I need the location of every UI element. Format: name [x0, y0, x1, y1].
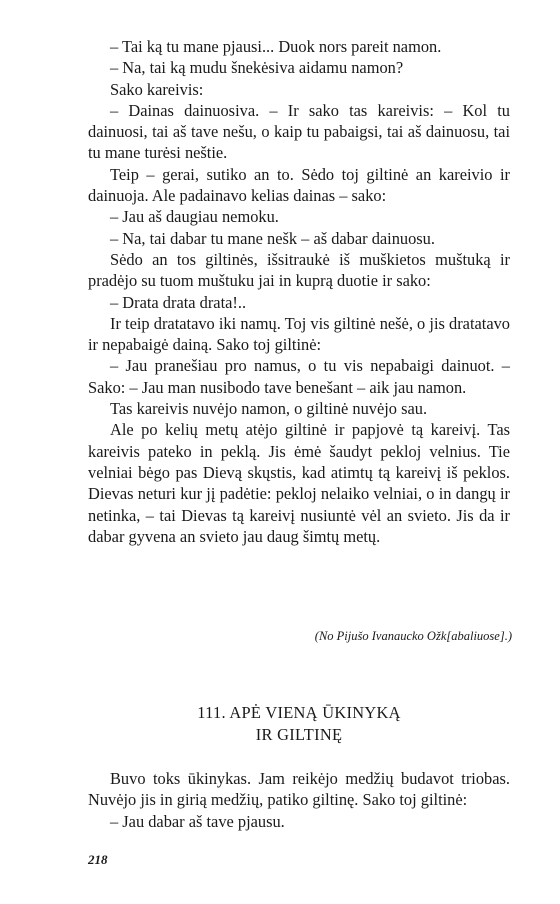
paragraph: – Jau aš daugiau nemoku.	[110, 207, 279, 227]
story-continuation-text	[88, 36, 510, 547]
paragraph: Ir teip dratatavo iki namų. Toj vis giltinė nešė, o jis dratatavo ir nepabaigė dainą. Sako toj giltinė:	[88, 313, 510, 355]
paragraph: Sako kareivis:	[110, 79, 204, 99]
source-note: (No Pijušo Ivanaucko Ožk[abaliuose].)	[314, 629, 512, 643]
new-story-text	[88, 768, 510, 832]
paragraph: – Drata drata drata!..	[110, 292, 247, 312]
story-heading-line-1: 111. APĖ VIENĄ ŪKINYKĄ	[197, 703, 401, 722]
paragraph: – Jau pranešiau pro namus, o tu vis nepabaigi dainuot. – Sako: – Jau man nusibodo tave benešant – aik jau namon.	[88, 356, 510, 397]
paragraph: – Jau dabar aš tave pjausu.	[110, 811, 285, 831]
story-heading-line-2: IR GILTINĘ	[255, 725, 343, 744]
story-heading	[88, 702, 510, 746]
paragraph: Teip – gerai, sutiko an to. Sėdo toj giltinė an kareivio ir dainuoja. Ale padainavo kelias dainas – sako:	[88, 164, 510, 206]
paragraph: Buvo toks ūkinykas. Jam reikėjo medžių budavot triobas. Nuvėjo jis in girią medžių, patiko giltinę. Sako toj giltinė:	[88, 769, 510, 810]
paragraph: – Tai ką tu mane pjausi... Duok nors pareit namon.	[110, 37, 442, 56]
page-number: 218	[88, 852, 108, 867]
paragraph: – Dainas dainuosiva. – Ir sako tas kareivis: – Kol tu dainuosi, tai aš tave nešu, o kaip tu pabaigsi, tai aš dainuosu, tai tu mane turėsi neštie.	[88, 100, 510, 163]
paragraph: Ale po kelių metų atėjo giltinė ir papjovė tą kareivį. Tas kareivis pateko in peklą. Jis ėmė šaudyt pekloj velnius. Tie velniai bėgo pas Dievą skųstis, kad atimtų tą kareivį iš peklos. Dievas neturi kur jį padėtie: pekloj nelaiko velniai, o in dangų ir netinka, – tai Dievas tą kareivį nusiuntė vėl an svieto. Jis da ir dabar gyvena an svieto jau daug šimtų metų.	[88, 420, 510, 546]
paragraph: Tas kareivis nuvėjo namon, o giltinė nuvėjo sau.	[110, 399, 428, 419]
paragraph: – Na, tai ką mudu šnekėsiva aidamu namon?	[110, 58, 404, 78]
paragraph: Sėdo an tos giltinės, išsitraukė iš muškietos muštuką ir pradėjo su tuom muštuku jai in kuprą duotie ir sako:	[88, 249, 510, 291]
paragraph: – Na, tai dabar tu mane nešk – aš dabar dainuosu.	[110, 228, 435, 248]
